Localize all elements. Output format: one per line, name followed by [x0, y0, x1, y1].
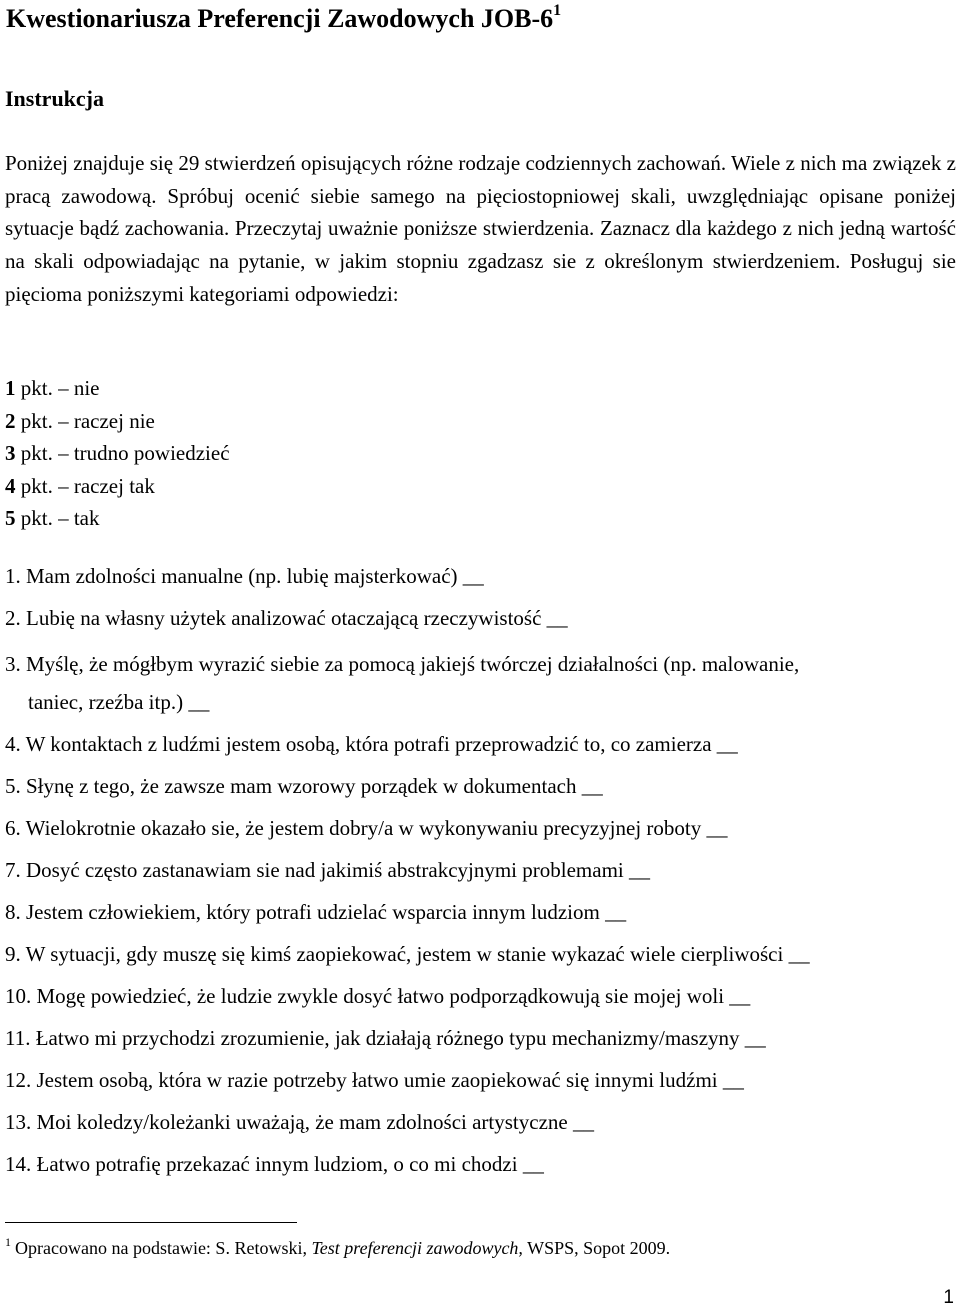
scale-number: 5	[5, 506, 16, 530]
statement-item	[5, 645, 945, 721]
scale-number: 1	[5, 376, 16, 400]
scale-item	[5, 372, 230, 405]
answer-scale	[5, 372, 230, 535]
statement-item: 12. Jestem osobą, która w razie potrzeby łatwo umie zaopiekować się innymi ludźmi __	[5, 1068, 744, 1092]
statement-continuation: taniec, rzeźba itp.) __	[28, 690, 210, 714]
title-footnote-mark: 1	[553, 2, 562, 19]
statement-item: 2. Lubię na własny użytek analizować otaczającą rzeczywistość __	[5, 606, 568, 630]
scale-label: pkt. – nie	[15, 376, 100, 400]
scale-number: 3	[5, 441, 16, 465]
statement-item: 10. Mogę powiedzieć, że ludzie zwykle dosyć łatwo podporządkowują sie mojej woli __	[5, 984, 751, 1008]
scale-label: pkt. – tak	[15, 506, 100, 530]
statement-item: 13. Moi koledzy/koleżanki uważają, że mam zdolności artystyczne __	[5, 1110, 594, 1134]
footnote	[5, 1235, 671, 1259]
scale-item	[5, 437, 230, 470]
statement-item: 7. Dosyć często zastanawiam sie nad jakimiś abstrakcyjnymi problemami __	[5, 858, 650, 882]
statement-item: 9. W sytuacji, gdy muszę się kimś zaopiekować, jestem w stanie wykazać wiele cierpliwości __	[5, 942, 810, 966]
footnote-text: Opracowano na podstawie: S. Retowski,	[15, 1238, 312, 1258]
page-number: 1	[943, 1287, 954, 1308]
scale-number: 4	[5, 473, 16, 498]
scale-number: 2	[5, 408, 16, 433]
scale-item	[5, 470, 230, 503]
footnote-mark: 1	[5, 1235, 11, 1249]
statement-item: 4. W kontaktach z ludźmi jestem osobą, która potrafi przeprowadzić to, co zamierza __	[5, 732, 738, 756]
statement-item: 14. Łatwo potrafię przekazać innym ludziom, o co mi chodzi __	[5, 1152, 544, 1176]
scale-label: pkt. – trudno powiedzieć	[15, 441, 230, 465]
title-text: Kwestionariusza Preferencji Zawodowych JOB-6	[6, 4, 554, 33]
scale-item	[5, 502, 230, 535]
statement-item: 1. Mam zdolności manualne (np. lubię majsterkować) __	[5, 564, 484, 588]
scale-label: pkt. – raczej nie	[15, 408, 155, 433]
instruction-heading: Instrukcja	[5, 86, 105, 111]
statement-item: 5. Słynę z tego, że zawsze mam wzorowy porządek w dokumentach __	[5, 774, 603, 798]
instruction-paragraph: Poniżej znajduje się 29 stwierdzeń opisujących różne rodzaje codziennych zachowań. Wiele z nich ma związek z pracą zawodową. Spróbuj ocenić siebie samego na pięciostopniowej skali, uwzględniając opisane poniżej sytuacje bądź zachowania. Przeczytaj uważnie poniższe stwierdzenia. Zaznacz dla każdego z nich jedną wartość na skali odpowiadając na pytanie, w jakim stopniu zgadzasz sie z określonym stwierdzeniem. Posługuj sie pięcioma poniższymi kategoriami odpowiedzi:	[5, 151, 956, 306]
footnote-publisher: WSPS, Sopot 2009.	[522, 1238, 671, 1258]
statement-item: 6. Wielokrotnie okazało sie, że jestem dobry/a w wykonywaniu precyzyjnej roboty __	[5, 816, 728, 840]
scale-label: pkt. – raczej tak	[15, 473, 155, 498]
footnote-separator	[5, 1222, 297, 1223]
statement-line: 3. Myślę, że mógłbym wyrazić siebie za pomocą jakiejś twórczej działalności (np. malowanie,	[5, 652, 800, 676]
footnote-book-title: Test preferencji zawodowych,	[311, 1238, 523, 1258]
document-title	[6, 4, 561, 34]
statement-item: 11. Łatwo mi przychodzi zrozumienie, jak działają różnego typu mechanizmy/maszyny __	[5, 1026, 766, 1050]
scale-item	[5, 405, 230, 438]
statement-item: 8. Jestem człowiekiem, który potrafi udzielać wsparcia innym ludziom __	[5, 900, 627, 924]
